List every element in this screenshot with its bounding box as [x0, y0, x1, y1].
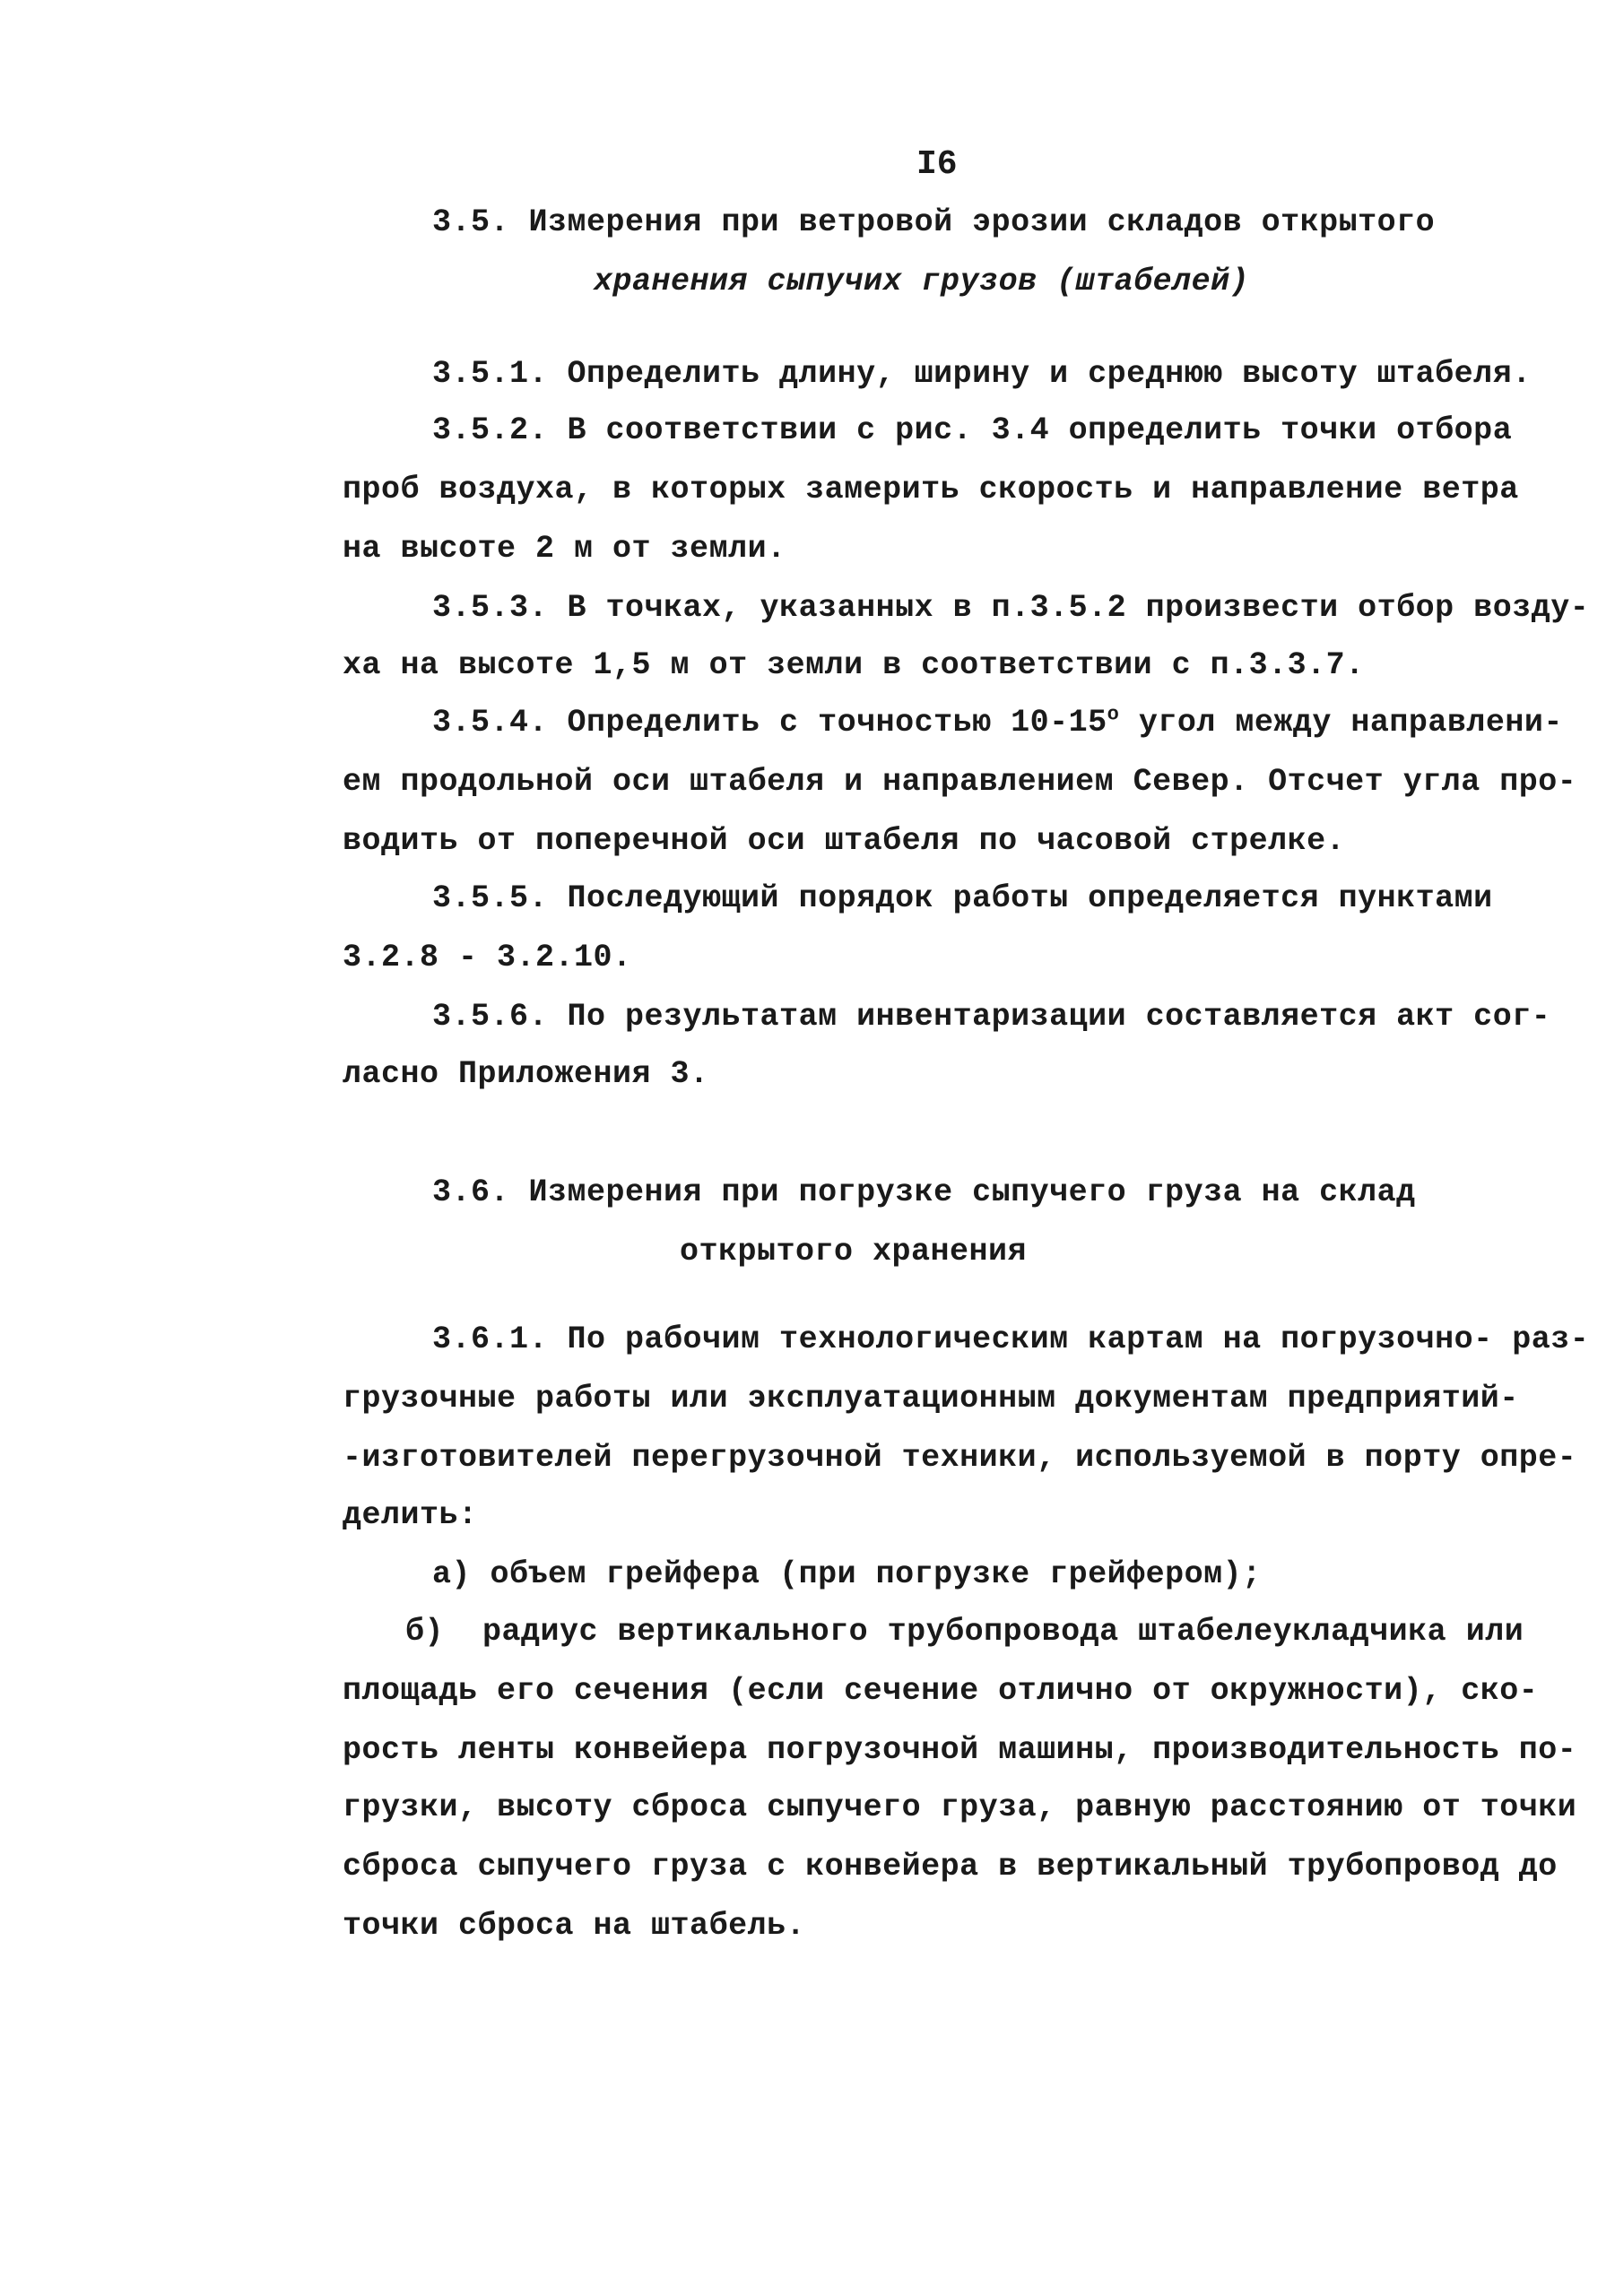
section-3-6-title-line1: 3.6. Измерения при погрузке сыпучего груза на склад	[432, 1174, 1416, 1210]
list-item-b-line5: сброса сыпучего груза с конвейера в вертикальный трубопровод до	[343, 1849, 1558, 1884]
paragraph-3-5-4-line1	[432, 703, 1563, 742]
paragraph-3-5-6-line2: ласно Приложения 3.	[343, 1056, 709, 1092]
paragraph-3-5-3-line2: ха на высоте 1,5 м от земли в соответствии с п.3.3.7.	[343, 647, 1365, 683]
paragraph-3-5-5-line1: 3.5.5. Последующий порядок работы определяется пунктами	[432, 880, 1493, 916]
paragraph-3-5-4-text-a: 3.5.4. Определить с точностью 10-15	[432, 705, 1107, 741]
list-item-a: а) объем грейфера (при погрузке грейфером);	[432, 1556, 1262, 1592]
paragraph-3-5-2-line3: на высоте 2 м от земли.	[343, 531, 786, 567]
page-number: I6	[916, 145, 958, 184]
section-3-5-title-line2: хранения сыпучих грузов (штабелей)	[594, 264, 1250, 299]
list-item-b-line1: б) радиус вертикального трубопровода штабелеукладчика или	[405, 1614, 1524, 1650]
paragraph-3-5-5-line2: 3.2.8 - 3.2.10.	[343, 940, 632, 975]
paragraph-3-5-6-line1: 3.5.6. По результатам инвентаризации составляется акт сог-	[432, 999, 1551, 1035]
list-item-b-line6: точки сброса на штабель.	[343, 1908, 806, 1944]
paragraph-3-5-2-line2: проб воздуха, в которых замерить скорость и направление ветра	[343, 472, 1519, 507]
degree-superscript: о	[1107, 703, 1120, 726]
list-item-b-line4: грузки, высоту сброса сыпучего груза, равную расстоянию от точки	[343, 1789, 1577, 1825]
paragraph-3-5-4-line2: ем продольной оси штабеля и направлением Север. Отсчет угла про-	[343, 764, 1577, 800]
paragraph-3-5-3-line1: 3.5.3. В точках, указанных в п.3.5.2 произвести отбор возду-	[432, 590, 1590, 626]
paragraph-3-6-1-line1: 3.6.1. По рабочим технологическим картам на погрузочно- раз-	[432, 1321, 1590, 1357]
list-item-b-line2: площадь его сечения (если сечение отлично от окружности), ско-	[343, 1673, 1539, 1709]
paragraph-3-5-1: 3.5.1. Определить длину, ширину и среднюю высоту штабеля.	[432, 356, 1532, 392]
section-3-5-title-line1: 3.5. Измерения при ветровой эрозии складов открытого	[432, 204, 1436, 240]
section-3-6-title-line2: открытого хранения	[680, 1234, 1028, 1269]
paragraph-3-5-4-text-b: угол между направлени-	[1119, 705, 1563, 741]
paragraph-3-5-4-line3: водить от поперечной оси штабеля по часовой стрелке.	[343, 823, 1346, 859]
list-item-b-line3: рость ленты конвейера погрузочной машины, производительность по-	[343, 1732, 1577, 1768]
paragraph-3-5-2-line1: 3.5.2. В соответствии с рис. 3.4 определить точки отбора	[432, 412, 1513, 448]
paragraph-3-6-1-line4: делить:	[343, 1497, 478, 1533]
paragraph-3-6-1-line3: -изготовителей перегрузочной техники, используемой в порту опре-	[343, 1440, 1577, 1476]
paragraph-3-6-1-line2: грузочные работы или эксплуатационным документам предприятий-	[343, 1381, 1519, 1417]
